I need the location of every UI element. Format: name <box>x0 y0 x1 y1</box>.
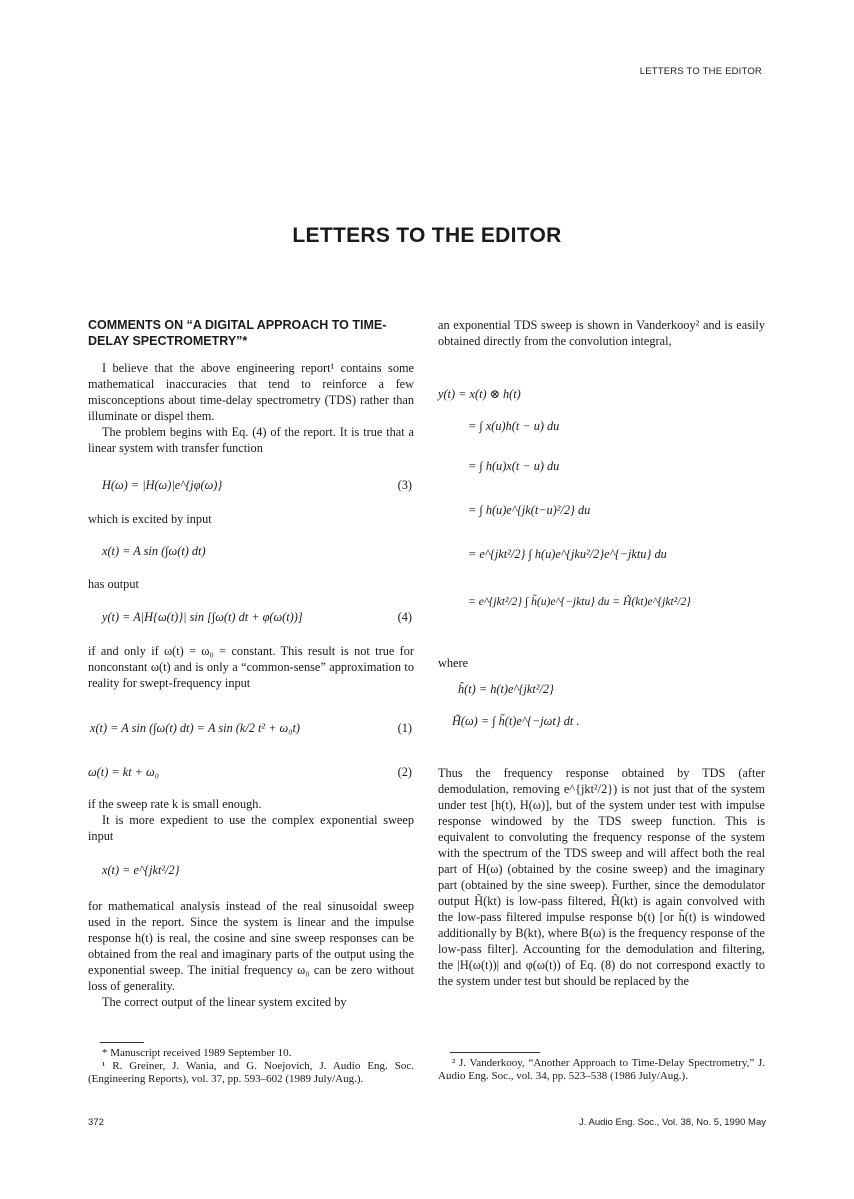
equation-number: (3) <box>397 478 412 492</box>
definition-H-tilde: H̃(ω) = ∫ h̃(t)e^{−jωt} dt . <box>452 714 580 728</box>
paragraph: has output <box>88 577 139 591</box>
paragraph: The correct output of the linear system excited by <box>102 995 347 1009</box>
paragraph: an exponential TDS sweep is shown in Vanderkooy² and is easily obtained directly from the convolution integral, <box>438 318 765 348</box>
definition-row <box>438 681 765 697</box>
derivation-line: = ∫ h(u)e^{jk(t−u)²/2} du <box>468 503 591 517</box>
footnotes <box>88 1047 414 1086</box>
footnote: * Manuscript received 1989 September 10. <box>102 1047 292 1059</box>
definition-row <box>438 713 765 729</box>
convolution-derivation <box>438 386 765 634</box>
derivation-line: = e^{jkt²/2} ∫ h(u)e^{jku²/2}e^{−jktu} du <box>468 547 667 561</box>
letter-title: COMMENTS ON “A DIGITAL APPROACH TO TIME-DELAY SPECTROMETRY”* <box>88 318 387 348</box>
equation-number: (4) <box>397 610 412 624</box>
paragraph: The problem begins with Eq. (4) of the report. It is true that a linear system with transfer function <box>88 425 414 455</box>
paragraph: Thus the frequency response obtained by TDS (after demodulation, removing e^{jkt²/2}) is not just that of the system under test [h(t), H(ω)], but of the system under test with impulse response windowed by the TDS sweep function. This is equivalent to convoluting the frequency response of the system with the spectrum of the TDS sweep and will affect both the real part of H(ω) (obtained by the cosine sweep) and the imaginary part (obtained by the sine sweep). Further, since the demodulator output H̃(kt) is low-pass filtered, H̃(kt) is again convolved with the low-pass filtered impulse response b(t) [or h̃(t) is windowed additionally by B(kt), where B(ω) is the frequency response of the low-pass filter]. Accounting for the demodulation and filtering, the |H(ω(t))| and φ(ω(t)) of Eq. (8) do not correspond exactly to the system under test but should be replaced by the <box>438 766 765 988</box>
derivation-line: = ∫ x(u)h(t − u) du <box>468 419 560 433</box>
equation-number: (1) <box>397 721 412 735</box>
definition-h-tilde: h̃(t) = h(t)e^{jkt²/2} <box>458 682 554 696</box>
equation-number: (2) <box>397 765 412 779</box>
equation-3: H(ω) = |H(ω)|e^{jφ(ω)} <box>102 478 223 492</box>
page-title: LETTERS TO THE EDITOR <box>292 224 562 247</box>
paragraph: if and only if ω(t) = ω₀ = constant. This result is not true for nonconstant ω(t) and is only a “common-sense” approximation to reality for swept-frequency input <box>88 644 414 690</box>
derivation-line: = e^{jkt²/2} ∫ h̃(u)e^{−jktu} du = H̃(kt)e^{jkt²/2} <box>468 595 691 608</box>
paragraph: which is excited by input <box>88 512 212 526</box>
running-head: LETTERS TO THE EDITOR <box>639 66 762 77</box>
complex-input-row <box>88 862 414 878</box>
where-label: where <box>438 656 469 670</box>
equation-2: ω(t) = kt + ω₀ <box>88 765 160 779</box>
footnote-rule <box>450 1052 540 1053</box>
paragraph-block <box>88 796 414 844</box>
equation-1-row <box>88 720 414 736</box>
page-number: 372 <box>88 1117 104 1128</box>
equation-2-row <box>88 764 414 780</box>
input-equation: x(t) = A sin (∫ω(t) dt) <box>102 544 206 558</box>
journal-citation: J. Audio Eng. Soc., Vol. 38, No. 5, 1990 May <box>579 1117 766 1128</box>
equation-3-row <box>88 477 414 493</box>
equation-4-row <box>88 609 414 625</box>
paragraph: It is more expedient to use the complex exponential sweep input <box>88 813 414 843</box>
paragraph-block <box>438 317 765 349</box>
equation-4: y(t) = A|H{ω(t)}| sin [∫ω(t) dt + φ(ω(t))] <box>102 610 303 624</box>
paragraph: I believe that the above engineering report¹ contains some mathematical inaccuracies that tend to reinforce a few misconceptions about time-delay spectrometry (TDS) rather than illuminate or dispel them. <box>88 361 414 423</box>
complex-input-equation: x(t) = e^{jkt²/2} <box>102 863 180 877</box>
paragraph: for mathematical analysis instead of the real sinusoidal sweep used in the report. Since the system is linear and the impulse response h(t) is real, the cosine and sine sweep responses can be obtained from the real and imaginary parts of the output using the exponential sweep. The initial frequency ω₀ can be zero without loss of generality. <box>88 899 414 993</box>
derivation-line: = ∫ h(u)x(t − u) du <box>468 459 560 473</box>
letter-intro <box>88 360 414 456</box>
footnote: ¹ R. Greiner, J. Wania, and G. Noejovich, J. Audio Eng. Soc. (Engineering Reports), vol. 37, pp. 593–602 (1989 July/Aug.). <box>88 1060 414 1085</box>
footnote: ² J. Vanderkooy, “Another Approach to Time-Delay Spectrometry,” J. Audio Eng. Soc., vol. 34, pp. 523–538 (1986 July/Aug.). <box>438 1057 765 1082</box>
paragraph-block <box>88 898 414 1010</box>
footnote-rule <box>100 1042 144 1043</box>
input-equation-row <box>88 543 414 559</box>
paragraph-block <box>88 643 414 691</box>
paragraph: if the sweep rate k is small enough. <box>88 797 262 811</box>
paragraph-block <box>438 765 765 989</box>
derivation-line: y(t) = x(t) ⊗ h(t) <box>438 387 521 401</box>
equation-1: x(t) = A sin (∫ω(t) dt) = A sin (k/2 t² + ω₀t) <box>90 721 301 735</box>
footnotes <box>438 1057 765 1083</box>
